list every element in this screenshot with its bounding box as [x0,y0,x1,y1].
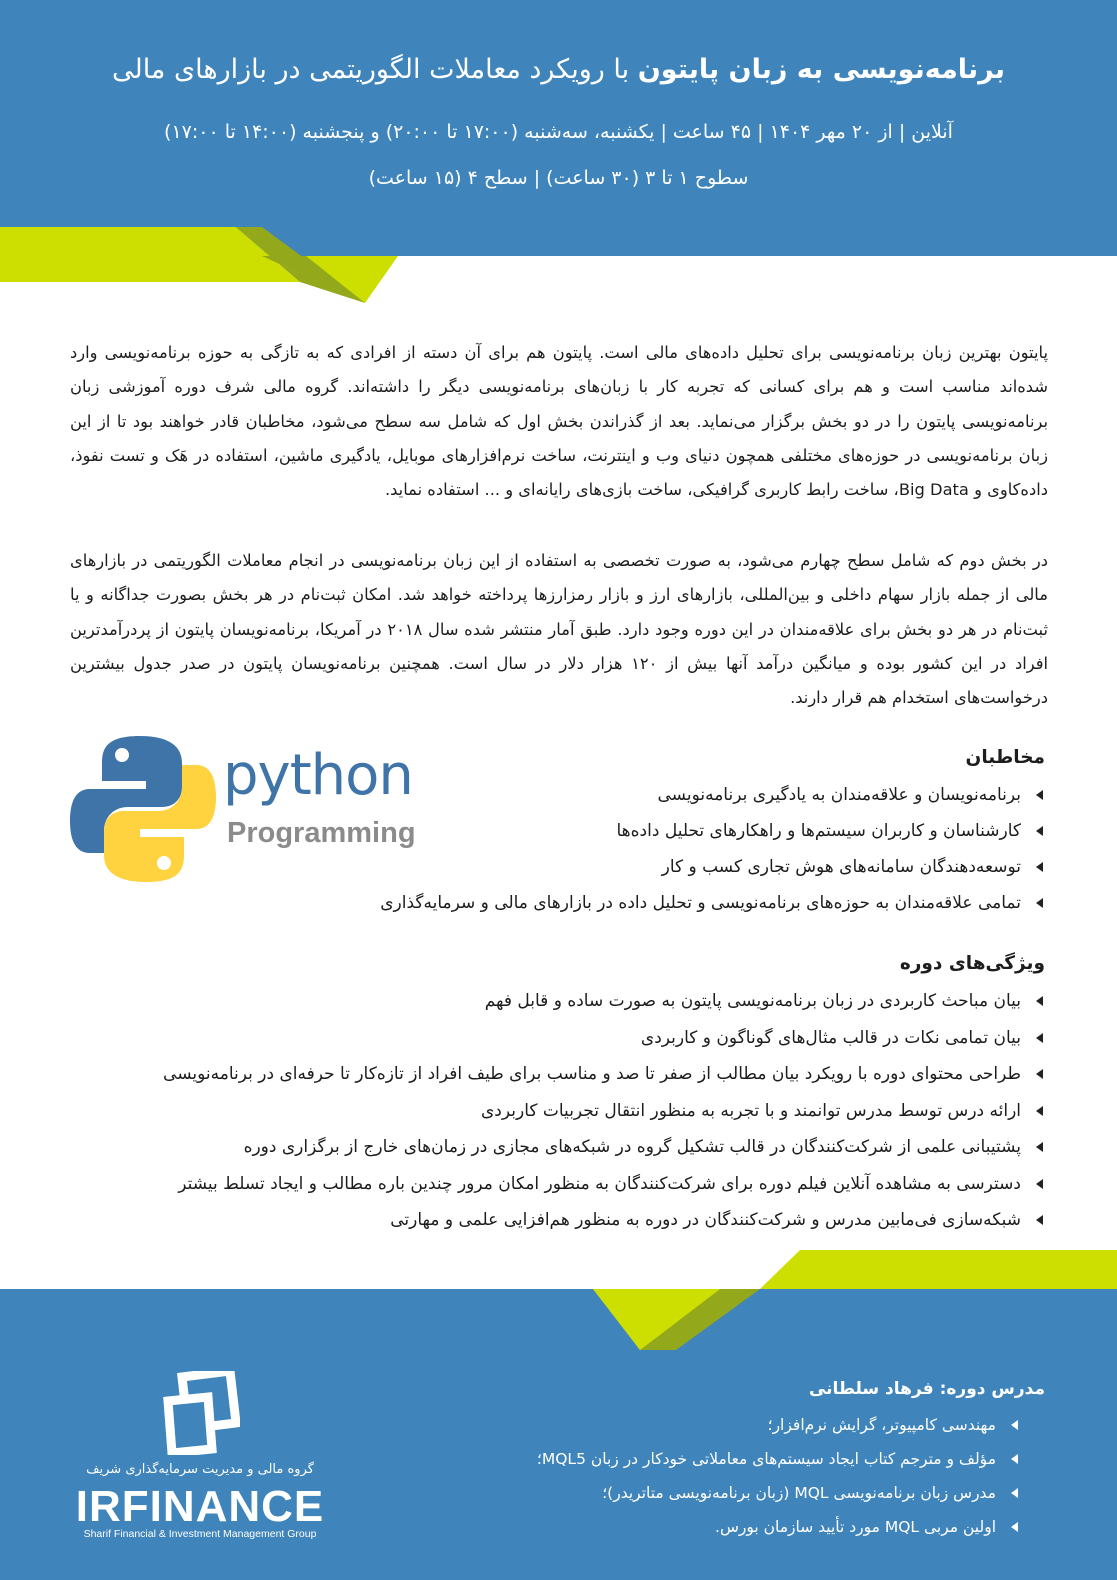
audience-list [380,777,1045,921]
footer-stripe-lime-top [760,1250,1117,1289]
intro-paragraph-2: در بخش دوم که شامل سطح چهارم می‌شود، به صورت تخصصی به استفاده از این زبان برنامه‌نویسی در انجام معاملات الگوریتمی در بازارهای مالی از جمله بازار سهام داخلی و بین‌المللی، بازارهای ارز و بازار رمزارزها پرداخته خواهد شد. امکان ثبت‌نام در هر بخش بصورت جداگانه و یا ثبت‌نام در هر دو بخش برای علاقه‌مندان در این دوره وجود دارد. طبق آمار منتشر شده سال ۲۰۱۸ در آمریکا، برنامه‌نویسان پایتون از پردرآمدترین افراد در این کشور بوده و میانگین درآمد آنها بیش از ۱۲۰ هزار دلار در سال است. همچنین برنامه‌نویسان پایتون در صدر جدول بیشترین درخواست‌های استخدام هم قرار دارند. [70,551,1049,708]
features-list [163,983,1045,1239]
instructor-credential: مؤلف و مترجم کتاب ایجاد سیستم‌های معاملاتی خودکار در زبان MQL5؛ [537,1442,1020,1476]
irfinance-logo-icon [160,1371,240,1455]
instructor-credential: مدرس زبان برنامه‌نویسی MQL (زبان برنامه‌نویسی متاتریدر)؛ [537,1476,1020,1510]
instructor-credential: مهندسی کامپیوتر، گرایش نرم‌افزار؛ [537,1408,1020,1442]
header-stripe-decoration [0,0,1117,310]
feature-item: بیان مباحث کاربردی در زبان برنامه‌نویسی پایتون به صورت ساده و قابل فهم [163,983,1045,1020]
audience-item: کارشناسان و کاربران سیستم‌ها و راهکارهای تحلیل داده‌ها [380,813,1045,849]
audience-item: برنامه‌نویسان و علاقه‌مندان به یادگیری برنامه‌نویسی [380,777,1045,813]
python-logo-icon [68,733,218,885]
feature-item: طراحی محتوای دوره با رویکرد بیان مطالب از صفر تا صد و مناسب برای طیف افراد از تازه‌کار تا حرفه‌ای در برنامه‌نویسی [163,1056,1045,1093]
feature-item: دسترسی به مشاهده آنلاین فیلم دوره برای شرکت‌کنندگان به منظور امکان مرور چندین باره مطالب و ایجاد تسلط بیشتر [163,1166,1045,1203]
course-title-rest: با رویکرد معاملات الگوریتمی در بازارهای مالی [111,54,630,85]
brand-name-persian: گروه مالی و مدیریت سرمایه‌گذاری شریف [86,1462,314,1477]
feature-item: بیان تمامی نکات در قالب مثال‌های گوناگون و کاربردی [163,1020,1045,1057]
feature-item: ارائه درس توسط مدرس توانمند و با تجربه به منظور انتقال تجربیات کاربردی [163,1093,1045,1130]
instructor-credentials [537,1408,1020,1544]
python-wordmark: python [223,743,413,808]
programming-wordmark: Programming [227,817,416,849]
audience-item: توسعه‌دهندگان سامانه‌های هوش تجاری کسب و کار [380,849,1045,885]
course-title-bold: برنامه‌نویسی به زبان پایتون [637,54,1006,85]
intro-paragraph-1: پایتون بهترین زبان برنامه‌نویسی برای تحلیل داده‌های مالی است. پایتون هم برای آن دسته از افرادی که به تازگی به حوزه برنامه‌نویسی وارد شده‌اند مناسب است و هم برای کسانی که تجربه کار با زبان‌های برنامه‌نویسی دیگر را داشته‌اند. گروه مالی شرف دوره آموزشی زبان برنامه‌نویسی پایتون را در دو بخش برگزار می‌نماید. بعد از گذراندن بخش اول که شامل سه سطح می‌شود، مخاطبان قادر خواهند بود تا از این زبان برنامه‌نویسی در حوزه‌های مختلفی همچون دنیای وب و اینترنت، ساخت نرم‌افزارهای موبایل، یادگیری ماشین، استفاده در هَک و تست نفوذ، داده‌کاوی و Big Data، ساخت رابط کاربری گرافیکی، ساخت بازی‌های رایانه‌ای و ... استفاده نماید. [70,343,1048,500]
course-levels: سطوح ۱ تا ۳ (۳۰ ساعت) | سطح ۴ (۱۵ ساعت) [368,167,749,189]
feature-item: شبکه‌سازی فی‌مابین مدرس و شرکت‌کنندگان در دوره به منظور هم‌افزایی علمی و مهارتی [163,1202,1045,1239]
instructor-name: مدرس دوره: فرهاد سلطانی [808,1379,1045,1399]
audience-title: مخاطبان [965,747,1045,768]
instructor-credential: اولین مربی MQL مورد تأیید سازمان بورس. [537,1510,1020,1544]
brand-subtitle: Sharif Financial & Investment Management Group [83,1528,317,1540]
course-schedule: آنلاین | از ۲۰ مهر ۱۴۰۴ | ۴۵ ساعت | یکشنبه، سه‌شنبه (۱۷:۰۰ تا ۲۰:۰۰) و پنجشنبه (۱۴:۰۰ تا ۱۷:۰۰) [164,121,953,143]
features-title: ویژگی‌های دوره [899,953,1045,974]
audience-item: تمامی علاقه‌مندان به حوزه‌های برنامه‌نویسی و تحلیل داده در بازارهای مالی و سرمایه‌گذاری [380,885,1045,921]
brand-name-english: IRFINANCE [75,1482,325,1531]
feature-item: پشتیبانی علمی از شرکت‌کنندگان در قالب تشکیل گروه در شبکه‌های مجازی در زمان‌های خارج از برگزاری دوره [163,1129,1045,1166]
